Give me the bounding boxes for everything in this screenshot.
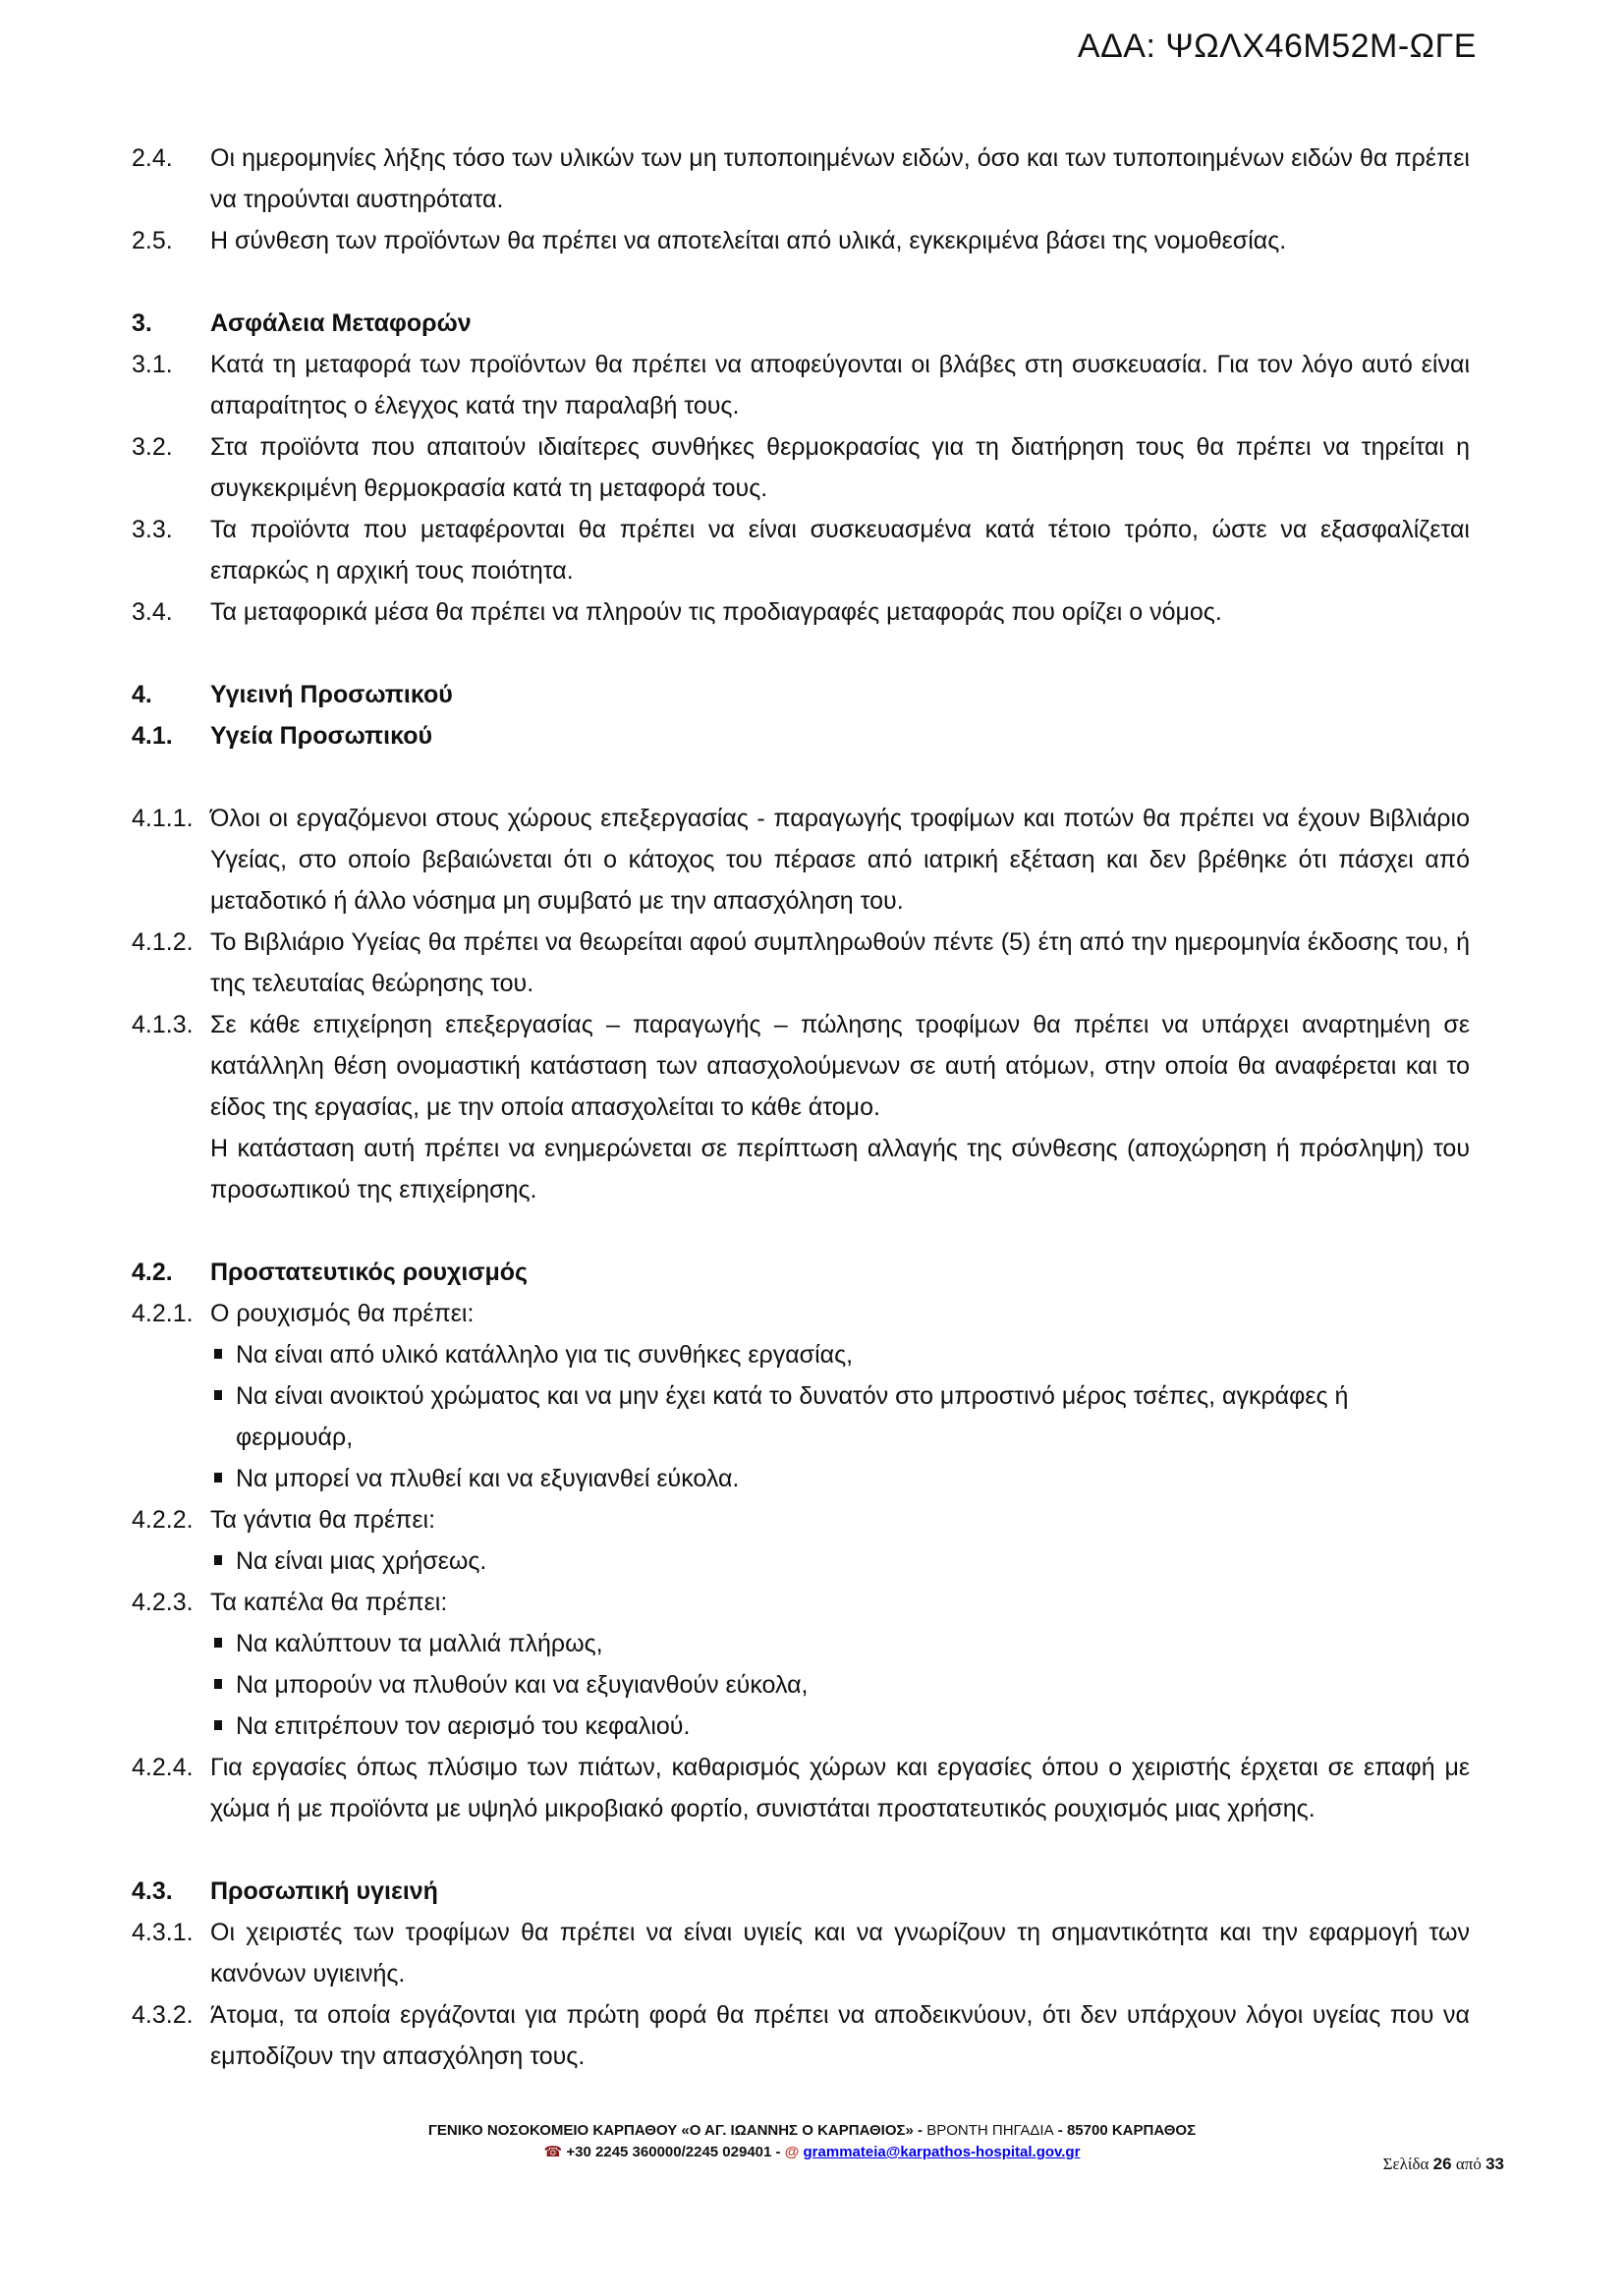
clause-text: Οι ημερομηνίες λήξης τόσο των υλικών των μη τυποποιημένων ειδών, όσο και των τυποποιημένων ειδών θα πρέπει να τηρούνται αυστηρότατα. [210, 144, 1470, 213]
footer-location: ΒΡΟΝΤΗ ΠΗΓΑΔΙΑ [926, 2122, 1054, 2139]
section-title: Προστατευτικός ρουχισμός [210, 1259, 529, 1286]
hospital-name: ΓΕΝΙΚΟ ΝΟΣΟΚΟΜΕΙΟ ΚΑΡΠΑΘΟΥ «Ο ΑΓ. ΙΩΑΝΝΗΣ Ο ΚΑΡΠΑΘΙΟΣ» [427, 2122, 914, 2139]
clause-text-continued: Η κατάσταση αυτή πρέπει να ενημερώνεται σε περίπτωση αλλαγής της σύνθεσης (αποχώρηση ή πρόσληψη) του προσωπικού της επιχείρησης. [210, 1135, 1470, 1203]
clause-3-4 [132, 591, 1470, 633]
section-4-3-heading [132, 1871, 1470, 1912]
clause-4-3-1 [132, 1912, 1470, 1994]
section-number: 4.1. [132, 722, 173, 750]
clause-number: 4.3.2. [132, 2001, 194, 2029]
clause-text: Κατά τη μεταφορά των προϊόντων θα πρέπει να αποφεύγονται οι βλάβες στη συσκευασία. Για τον λόγο αυτό είναι απαραίτητος ο έλεγχος κατά την παραλαβή τους. [210, 351, 1470, 420]
list-item-text: Να μπορούν να πλυθούν και να εξυγιανθούν εύκολα, [236, 1671, 809, 1699]
clause-text: Ο ρουχισμός θα πρέπει: [210, 1300, 475, 1327]
clause-number: 4.2.1. [132, 1300, 194, 1327]
page-footer [0, 2120, 1624, 2163]
square-bullet-icon [210, 1706, 236, 1747]
page-number [1383, 2155, 1504, 2174]
section-number: 4.2. [132, 1259, 173, 1286]
section-number: 4.3. [132, 1877, 173, 1905]
clause-text: Οι χειριστές των τροφίμων θα πρέπει να είναι υγιείς και να γνωρίζουν τη σημαντικότητα και την εφαρμογή των κανόνων υγιεινής. [210, 1919, 1470, 1987]
clause-number: 4.2.4. [132, 1754, 194, 1781]
section-title: Προσωπική υγιεινή [210, 1877, 438, 1905]
list-item-text: Να είναι από υλικό κατάλληλο για τις συνθήκες εργασίας, [236, 1341, 854, 1369]
clause-2-5 [132, 220, 1470, 261]
section-4-2-heading [132, 1252, 1470, 1293]
clause-text: Το Βιβλιάριο Υγείας θα πρέπει να θεωρείται αφού συμπληρωθούν πέντε (5) έτη από την ημερομηνία έκδοσης του, ή της τελευταίας θεώρησης του. [210, 928, 1470, 997]
clause-text: Για εργασίες όπως πλύσιμο των πιάτων, καθαρισμός χώρων και εργασίες όπου ο χειριστής έρχεται σε επαφή με χώμα ή με προϊόντα με υψηλό μικροβιακό φορτίο, συνιστάται προστατευτικός ρουχισμός μιας χρήσης. [210, 1754, 1470, 1822]
clause-number: 3.1. [132, 351, 173, 378]
section-number: 3. [132, 309, 152, 337]
list-item [210, 1334, 1470, 1375]
total-pages: 33 [1485, 2155, 1504, 2173]
clause-number: 2.4. [132, 144, 173, 172]
section-title: Ασφάλεια Μεταφορών [210, 309, 472, 337]
ada-code: ΑΔΑ: ΨΩΛΧ46Μ52Μ-ΩΓΕ [1077, 28, 1477, 65]
bullet-list [210, 1540, 1470, 1582]
square-bullet-icon [210, 1458, 236, 1499]
clause-number: 4.2.3. [132, 1589, 194, 1616]
list-item [210, 1458, 1470, 1499]
clause-text: Τα προϊόντα που μεταφέρονται θα πρέπει να είναι συσκευασμένα κατά τέτοιο τρόπο, ώστε να εξασφαλίζεται επαρκώς η αρχική τους ποιότητα. [210, 516, 1470, 585]
list-item-text: Να επιτρέπουν τον αερισμό του κεφαλιού. [236, 1712, 691, 1740]
clause-number: 3.3. [132, 516, 173, 543]
clause-4-3-2 [132, 1994, 1470, 2077]
clause-2-4 [132, 138, 1470, 220]
clause-number: 4.2.2. [132, 1506, 194, 1534]
separator: - [913, 2122, 927, 2139]
clause-4-2-1 [132, 1293, 1470, 1334]
clause-3-1 [132, 344, 1470, 426]
clause-4-1-2 [132, 922, 1470, 1004]
clause-number: 4.3.1. [132, 1919, 194, 1946]
list-item [210, 1706, 1470, 1747]
clause-text: Τα μεταφορικά μέσα θα πρέπει να πληρούν τις προδιαγραφές μεταφοράς που ορίζει ο νόμος. [210, 598, 1222, 626]
clause-number: 3.4. [132, 598, 173, 626]
clause-text: Στα προϊόντα που απαιτούν ιδιαίτερες συνθήκες θερμοκρασίας για τη διατήρηση τους θα πρέπει να τηρείται η συγκεκριμένη θερμοκρασία κατά τη μεταφορά τους. [210, 433, 1470, 502]
section-4-1-heading [132, 715, 1470, 756]
clause-body [210, 1004, 1470, 1210]
list-item [210, 1623, 1470, 1664]
clause-text: Άτομα, τα οποία εργάζονται για πρώτη φορά θα πρέπει να αποδεικνύουν, ότι δεν υπάρχουν λόγοι υγείας που να εμποδίζουν την απασχόληση τους. [210, 2001, 1470, 2070]
clause-4-1-3 [132, 1004, 1470, 1210]
document-body [132, 138, 1470, 2077]
clause-number: 4.1.2. [132, 928, 194, 956]
clause-number: 4.1.1. [132, 805, 194, 832]
clause-number: 2.5. [132, 227, 173, 254]
list-item-text: Να είναι ανοικτού χρώματος και να μην έχει κατά το δυνατόν στο μπροστινό μέρος τσέπες, αγκράφες ή φερμουάρ, [236, 1382, 1349, 1451]
clause-3-3 [132, 509, 1470, 591]
email-icon: @ [784, 2144, 800, 2160]
clause-3-2 [132, 426, 1470, 509]
list-item-text: Να μπορεί να πλυθεί και να εξυγιανθεί εύκολα. [236, 1465, 740, 1492]
bullet-list [210, 1334, 1470, 1499]
section-title: Υγιεινή Προσωπικού [210, 681, 453, 708]
clause-text: Τα καπέλα θα πρέπει: [210, 1589, 448, 1616]
section-title: Υγεία Προσωπικού [210, 722, 433, 750]
footer-contact-line [0, 2142, 1624, 2163]
clause-4-2-3 [132, 1582, 1470, 1623]
footer-phone: +30 2245 360000/2245 029401 - [562, 2144, 785, 2160]
section-number: 4. [132, 681, 152, 708]
square-bullet-icon [210, 1375, 236, 1458]
clause-text: Τα γάντια θα πρέπει: [210, 1506, 436, 1534]
footer-address-line [0, 2120, 1624, 2142]
email-link[interactable]: grammateia@karpathos-hospital.gov.gr [803, 2144, 1081, 2160]
clause-4-2-2 [132, 1499, 1470, 1540]
list-item [210, 1375, 1470, 1458]
telephone-icon: ☎ [543, 2144, 563, 2160]
clause-number: 4.1.3. [132, 1011, 194, 1038]
page-label: Σελίδα [1382, 2155, 1433, 2173]
list-item [210, 1664, 1470, 1706]
clause-number: 3.2. [132, 433, 173, 461]
section-4-heading [132, 674, 1470, 715]
section-3-heading [132, 303, 1470, 344]
clause-text: Σε κάθε επιχείρηση επεξεργασίας – παραγωγής – πώλησης τροφίμων θα πρέπει να υπάρχει αναρτημένη σε κατάλληλη θέση ονομαστική κατάσταση των απασχολούμενων σε αυτή ατόμων, στην οποία θα αναφέρεται και το είδος της εργασίας, με την οποία απασχολείται το κάθε άτομο. [210, 1011, 1470, 1121]
separator: - [1053, 2122, 1067, 2139]
list-item [210, 1540, 1470, 1582]
square-bullet-icon [210, 1623, 236, 1664]
square-bullet-icon [210, 1334, 236, 1375]
current-page: 26 [1432, 2155, 1452, 2173]
square-bullet-icon [210, 1540, 236, 1582]
square-bullet-icon [210, 1664, 236, 1706]
clause-4-1-1 [132, 798, 1470, 922]
list-item-text: Να καλύπτουν τα μαλλιά πλήρως, [236, 1630, 603, 1657]
clause-text: Όλοι οι εργαζόμενοι στους χώρους επεξεργασίας - παραγωγής τροφίμων και ποτών θα πρέπει να έχουν Βιβλιάριο Υγείας, στο οποίο βεβαιώνεται ότι ο κάτοχος του πέρασε από ιατρική εξέταση και δεν βρέθηκε ότι πάσχει από μεταδοτικό ή άλλο νόσημα μη συμβατό με την απασχόληση του. [210, 805, 1470, 915]
bullet-list [210, 1623, 1470, 1747]
clause-4-2-4 [132, 1747, 1470, 1829]
page-of-label: από [1451, 2155, 1486, 2173]
footer-postcode: 85700 ΚΑΡΠΑΘΟΣ [1066, 2122, 1197, 2139]
list-item-text: Να είναι μιας χρήσεως. [236, 1547, 487, 1575]
clause-text: Η σύνθεση των προϊόντων θα πρέπει να αποτελείται από υλικά, εγκεκριμένα βάσει της νομοθεσίας. [210, 227, 1287, 254]
